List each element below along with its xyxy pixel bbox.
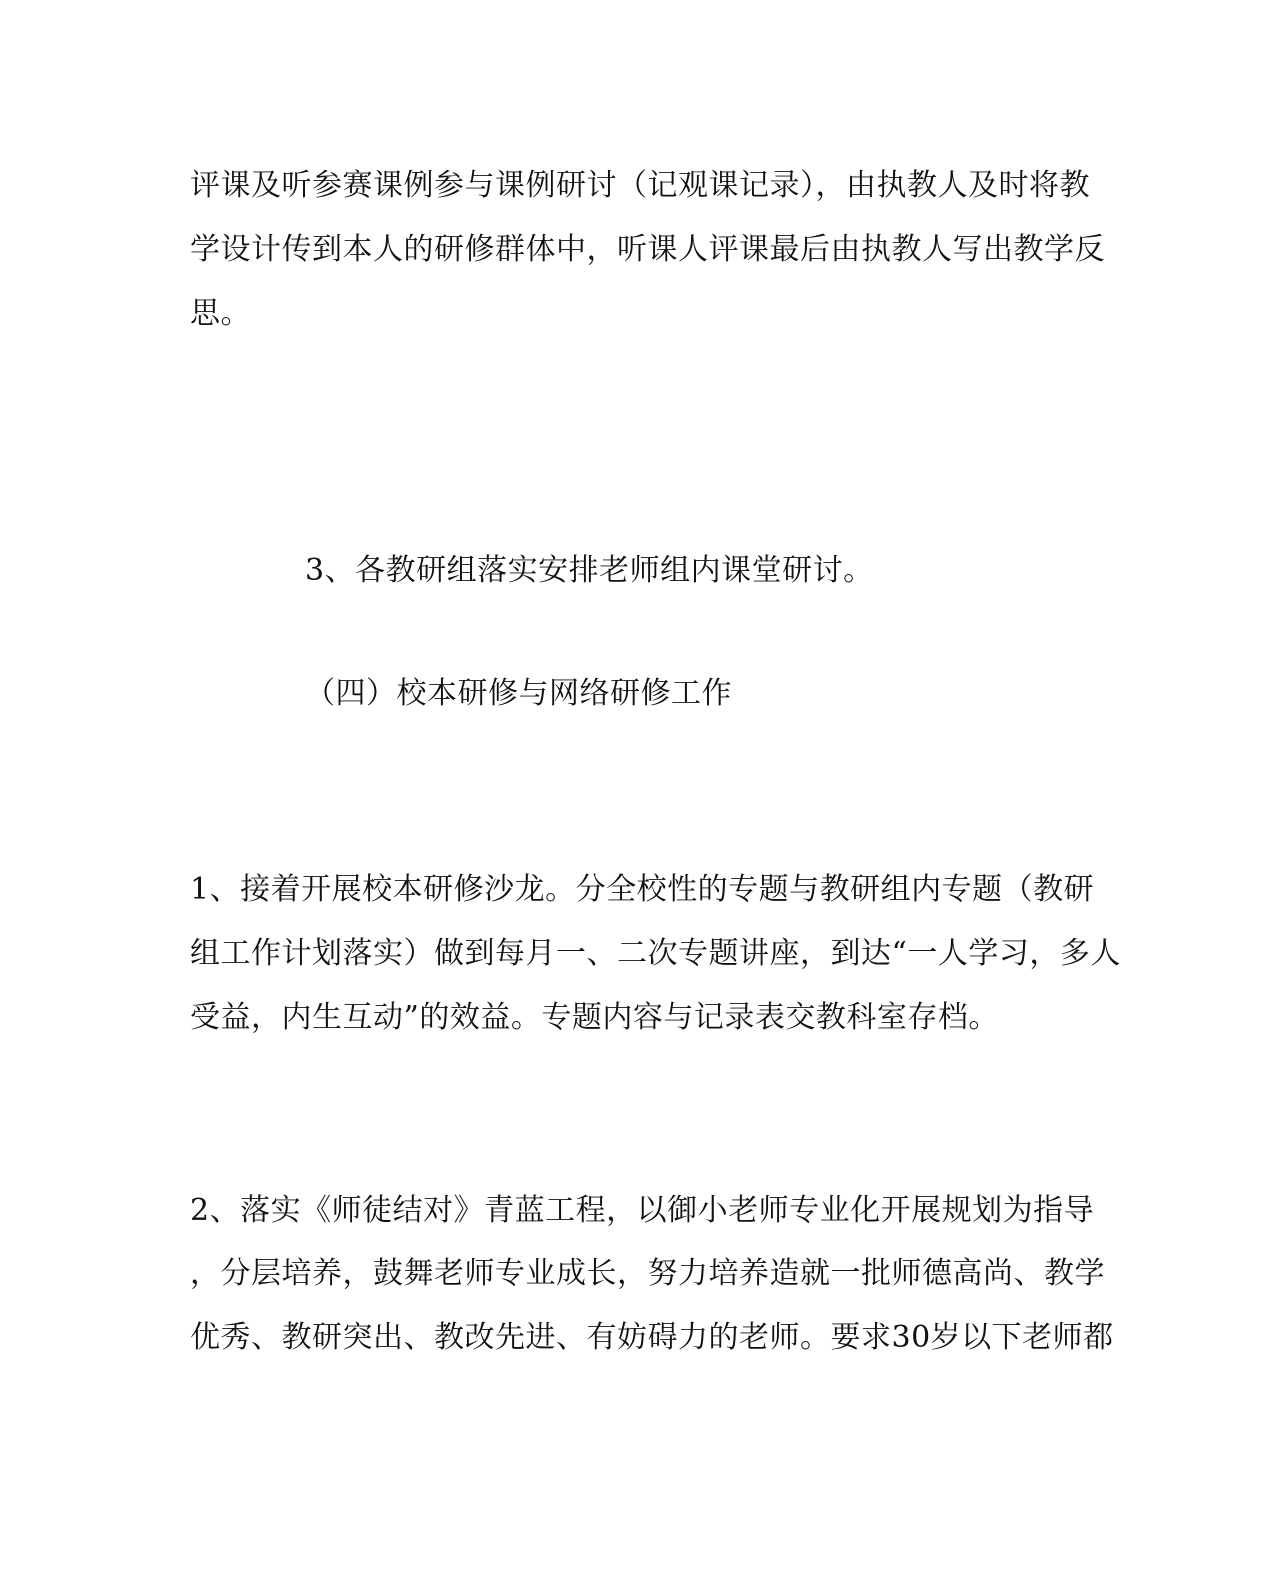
- list-item-3: 3、各教研组落实安排老师组内课堂研讨。: [305, 553, 874, 588]
- text-line: 组工作计划落实）做到每月一、二次专题讲座，到达“一人学习，多人: [190, 936, 1121, 971]
- text-line: 受益，内生互动”的效益。专题内容与记录表交教科室存档。: [190, 1000, 999, 1035]
- text-line: ，分层培养，鼓舞老师专业成长，努力培养造就一批师德高尚、教学: [190, 1256, 1105, 1291]
- text-line: 评课及听参赛课例参与课例研讨（记观课记录），由执教人及时将教: [190, 168, 1090, 203]
- text-line: 1、接着开展校本研修沙龙。分全校性的专题与教研组内专题（教研: [190, 872, 1095, 907]
- text-line: 思。: [190, 296, 251, 331]
- text-line: 2、落实《师徒结对》青蓝工程，以御小老师专业化开展规划为指导: [190, 1193, 1095, 1228]
- text-line: 优秀、教研突出、教改先进、有妨碍力的老师。要求30岁以下老师都: [190, 1320, 1114, 1355]
- section-heading: （四）校本研修与网络研修工作: [305, 676, 732, 711]
- text-line: 学设计传到本人的研修群体中，听课人评课最后由执教人写出教学反: [190, 232, 1105, 267]
